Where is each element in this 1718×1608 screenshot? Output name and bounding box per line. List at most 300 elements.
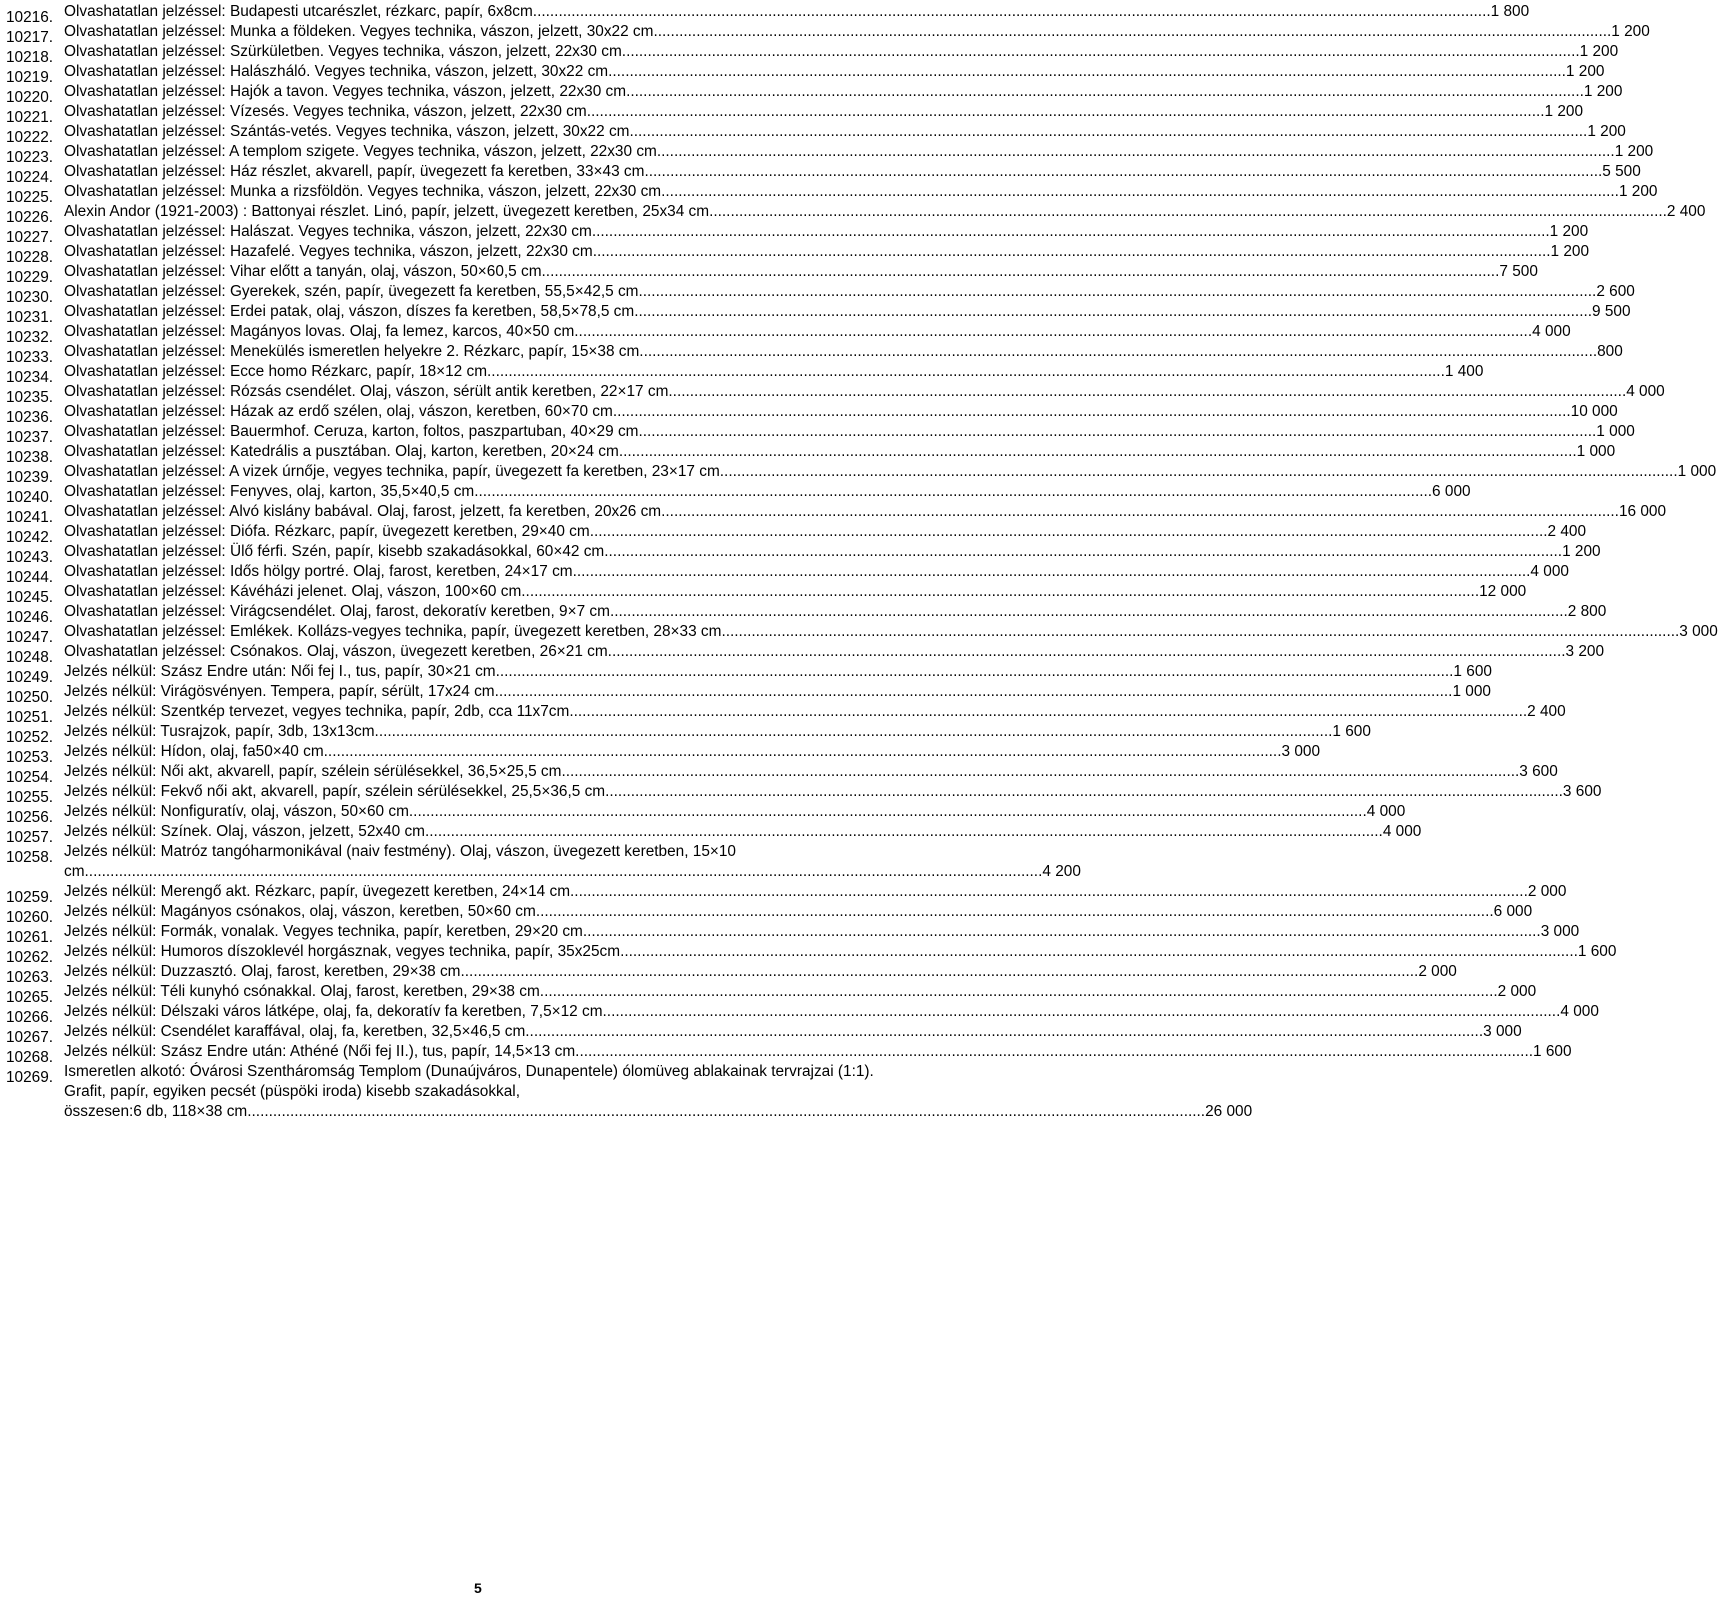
catalog-entry xyxy=(6,682,1491,706)
lot-price: 1 200 xyxy=(1587,123,1626,140)
lot-line xyxy=(64,622,1718,642)
lot-price: 1 200 xyxy=(1618,183,1658,200)
dot-leader xyxy=(590,522,1548,542)
lot-price: 4 200 xyxy=(1042,863,1081,880)
dot-leader xyxy=(619,442,1577,462)
dot-leader xyxy=(620,942,1578,962)
lot-line xyxy=(64,582,1527,602)
dot-leader xyxy=(247,1102,1205,1122)
lot-number: 10224. xyxy=(6,169,54,186)
lot-price: 2 400 xyxy=(1666,203,1706,220)
lot-price: 1 000 xyxy=(1452,683,1491,700)
dot-leader xyxy=(608,62,1566,82)
catalog-entry xyxy=(6,482,1471,506)
dot-leader xyxy=(604,542,1562,562)
lot-description: Jelzés nélkül: Délszaki város látképe, olaj, fa, dekoratív fa keretben, 7,5×12 cm xyxy=(64,1003,603,1020)
dot-leader xyxy=(569,702,1527,722)
lot-price: 1 200 xyxy=(1565,63,1605,80)
catalog-entry xyxy=(6,62,1605,86)
lot-line xyxy=(64,882,1567,902)
lot-number: 10256. xyxy=(6,809,54,826)
lot-line xyxy=(64,1022,1522,1042)
lot-line xyxy=(64,1002,1599,1022)
catalog-entry xyxy=(6,762,1558,786)
catalog-entry xyxy=(6,222,1589,246)
lot-price: 10 000 xyxy=(1570,403,1618,420)
dot-leader xyxy=(540,982,1498,1002)
catalog-entry xyxy=(6,182,1658,206)
dot-leader xyxy=(603,1002,1561,1022)
lot-line xyxy=(64,742,1320,762)
catalog-entry xyxy=(6,642,1605,666)
dot-leader xyxy=(561,762,1519,782)
lot-description: Olvashatatlan jelzéssel: Menekülés ismeretlen helyekre 2. Rézkarc, papír, 15×38 cm xyxy=(64,343,640,360)
lot-description: Olvashatatlan jelzéssel: Hajók a tavon. Vegyes technika, vászon, jelzett, 22x30 cm xyxy=(64,83,627,100)
catalog-entry xyxy=(6,822,1422,846)
lot-number: 10226. xyxy=(6,209,54,226)
lot-description-lead: Ismeretlen alkotó: Óvárosi Szentháromság Templom (Dunaújváros, Dunapentele) ólomüveg ablakainak tervrajzai (1:1). Grafit, papír, egyiken pecsét (püspöki iroda) kisebb szakadásokkal, xyxy=(64,1063,874,1100)
lot-description: Olvashatatlan jelzéssel: Munka a földeken. Vegyes technika, vászon, jelzett, 30x22 cm xyxy=(64,23,654,40)
lot-description: Olvashatatlan jelzéssel: Kávéházi jelenet. Olaj, vászon, 100×60 cm xyxy=(64,583,522,600)
lot-number: 10247. xyxy=(6,629,54,646)
lot-description: Jelzés nélkül: Duzzasztó. Olaj, farost, keretben, 29×38 cm xyxy=(64,963,461,980)
catalog-entry xyxy=(6,1022,1522,1046)
lot-description: Jelzés nélkül: Tusrajzok, papír, 3db, 13x13cm xyxy=(64,723,375,740)
dot-leader xyxy=(709,202,1667,222)
lot-description: Jelzés nélkül: Formák, vonalak. Vegyes technika, papír, keretben, 29×20 cm xyxy=(64,923,583,940)
lot-description: Olvashatatlan jelzéssel: Bauermhof. Ceruza, karton, foltos, paszpartuban, 40×29 cm xyxy=(64,423,639,440)
lot-line xyxy=(64,662,1492,682)
dot-leader xyxy=(495,682,1453,702)
lot-number: 10267. xyxy=(6,1029,54,1046)
lot-number: 10240. xyxy=(6,489,54,506)
dot-leader xyxy=(668,382,1626,402)
catalog-entry xyxy=(6,702,1566,726)
lot-line xyxy=(64,802,1406,822)
lot-description: Olvashatatlan jelzéssel: Idős hölgy portré. Olaj, farost, keretben, 24×17 cm xyxy=(64,563,573,580)
lot-price: 9 500 xyxy=(1592,303,1631,320)
catalog-entry xyxy=(6,422,1635,446)
lot-price: 2 400 xyxy=(1547,523,1587,540)
lot-description: Jelzés nélkül: Szász Endre után: Női fej I., tus, papír, 30×21 cm xyxy=(64,663,496,680)
catalog-entry xyxy=(6,962,1457,986)
lot-description: Olvashatatlan jelzéssel: A templom szigete. Vegyes technika, vászon, jelzett, 22x30 cm xyxy=(64,143,657,160)
lot-description: Olvashatatlan jelzéssel: Magányos lovas. Olaj, fa lemez, karcos, 40×50 cm xyxy=(64,323,575,340)
lot-number: 10246. xyxy=(6,609,54,626)
lot-description: Jelzés nélkül: Téli kunyhó csónakkal. Olaj, farost, keretben, 29×38 cm xyxy=(64,983,540,1000)
lot-price: 1 400 xyxy=(1444,363,1484,380)
lot-number: 10253. xyxy=(6,749,54,766)
lot-price: 2 000 xyxy=(1497,983,1537,1000)
catalog-entry xyxy=(6,882,1567,906)
dot-leader xyxy=(721,622,1679,642)
catalog-list xyxy=(6,2,1718,1122)
dot-leader xyxy=(605,782,1563,802)
lot-price: 1 600 xyxy=(1577,943,1617,960)
lot-number: 10254. xyxy=(6,769,54,786)
lot-line xyxy=(64,282,1635,302)
lot-number: 10257. xyxy=(6,829,54,846)
lot-line xyxy=(64,42,1619,62)
dot-leader xyxy=(634,302,1592,322)
lot-line xyxy=(64,722,1371,742)
lot-price: 16 000 xyxy=(1618,503,1667,520)
lot-number: 10233. xyxy=(6,349,54,366)
lot-price: 6 000 xyxy=(1493,903,1533,920)
dot-leader xyxy=(536,902,1494,922)
lot-description: Jelzés nélkül: Magányos csónakos, olaj, vászon, keretben, 50×60 cm xyxy=(64,903,536,920)
lot-price: 1 000 xyxy=(1576,443,1616,460)
dot-leader xyxy=(542,262,1500,282)
lot-price: 3 000 xyxy=(1281,743,1320,760)
lot-description: Jelzés nélkül: Nonfiguratív, olaj, vászon, 50×60 cm xyxy=(64,803,409,820)
dot-leader xyxy=(496,662,1454,682)
lot-number: 10225. xyxy=(6,189,54,206)
lot-number: 10230. xyxy=(6,289,54,306)
lot-number: 10241. xyxy=(6,509,54,526)
catalog-entry xyxy=(6,782,1602,806)
lot-price: 4 000 xyxy=(1560,1003,1599,1020)
lot-price: 4 000 xyxy=(1382,823,1422,840)
dot-leader xyxy=(638,422,1596,442)
lot-description: összesen:6 db, 118×38 cm xyxy=(64,1103,248,1120)
lot-number: 10231. xyxy=(6,309,54,326)
dot-leader xyxy=(626,82,1584,102)
lot-description: Olvashatatlan jelzéssel: Ecce homo Rézkarc, papír, 18×12 cm xyxy=(64,363,488,380)
lot-line xyxy=(64,362,1484,382)
catalog-entry xyxy=(6,842,1081,882)
lot-line xyxy=(64,182,1658,202)
lot-description: Olvashatatlan jelzéssel: Csónakos. Olaj, vászon, üvegezett keretben, 26×21 cm xyxy=(64,643,608,660)
dot-leader xyxy=(583,922,1541,942)
lot-number: 10220. xyxy=(6,89,54,106)
lot-price: 2 600 xyxy=(1596,283,1635,300)
lot-price: 26 000 xyxy=(1205,1103,1253,1120)
catalog-entry xyxy=(6,262,1538,286)
lot-line xyxy=(64,522,1587,542)
lot-line xyxy=(64,422,1635,442)
lot-number: 10258. xyxy=(6,849,54,866)
dot-leader xyxy=(610,602,1568,622)
lot-description: Olvashatatlan jelzéssel: Erdei patak, olaj, vászon, díszes fa keretben, 58,5×78,5 cm xyxy=(64,303,635,320)
dot-leader xyxy=(661,182,1619,202)
lot-line xyxy=(64,702,1566,722)
lot-line xyxy=(64,202,1706,222)
dot-leader xyxy=(521,582,1479,602)
lot-price: 1 200 xyxy=(1562,543,1601,560)
dot-leader xyxy=(570,882,1528,902)
dot-leader xyxy=(613,402,1571,422)
lot-price: 4 000 xyxy=(1532,323,1571,340)
lot-number: 10216. xyxy=(6,9,54,26)
lot-number: 10259. xyxy=(6,889,54,906)
lot-number: 10268. xyxy=(6,1049,54,1066)
dot-leader xyxy=(629,122,1587,142)
lot-price: 2 400 xyxy=(1527,703,1566,720)
catalog-entry xyxy=(6,302,1631,326)
lot-price: 3 000 xyxy=(1483,1023,1522,1040)
catalog-entry xyxy=(6,982,1537,1006)
lot-line xyxy=(64,982,1537,1002)
catalog-entry xyxy=(6,562,1569,586)
dot-leader xyxy=(720,462,1678,482)
lot-line xyxy=(64,502,1667,522)
lot-line xyxy=(64,222,1589,242)
lot-number: 10252. xyxy=(6,729,54,746)
catalog-entry xyxy=(6,1042,1572,1066)
lot-line xyxy=(64,862,1081,882)
lot-line xyxy=(64,682,1491,702)
catalog-entry xyxy=(6,22,1650,46)
lot-number: 10229. xyxy=(6,269,54,286)
dot-leader xyxy=(375,722,1333,742)
lot-price: 3 600 xyxy=(1562,783,1602,800)
lot-description: Olvashatatlan jelzéssel: Halászháló. Vegyes technika, vászon, jelzett, 30x22 cm xyxy=(64,63,609,80)
catalog-entry xyxy=(6,542,1601,566)
lot-price: 1 000 xyxy=(1677,463,1717,480)
lot-line xyxy=(64,1102,1253,1122)
lot-description: Olvashatatlan jelzéssel: Munka a rizsföldön. Vegyes technika, vászon, jelzett, 22x30 cm xyxy=(64,183,662,200)
lot-number: 10221. xyxy=(6,109,54,126)
lot-line xyxy=(64,942,1617,962)
catalog-entry xyxy=(6,162,1641,186)
lot-price: 2 000 xyxy=(1418,963,1457,980)
lot-price: 1 200 xyxy=(1614,143,1654,160)
catalog-entry xyxy=(6,602,1607,626)
dot-leader xyxy=(661,502,1619,522)
lot-number: 10227. xyxy=(6,229,54,246)
lot-description: Olvashatatlan jelzéssel: Katedrális a pusztában. Olaj, karton, keretben, 20×24 cm xyxy=(64,443,619,460)
lot-price: 1 600 xyxy=(1533,1043,1572,1060)
lot-line xyxy=(64,962,1457,982)
catalog-entry xyxy=(6,122,1626,146)
lot-line xyxy=(64,22,1650,42)
lot-description: Olvashatatlan jelzéssel: Emlékek. Kollázs-vegyes technika, papír, üvegezett keretben, 28×33 cm xyxy=(64,623,722,640)
lot-line xyxy=(64,762,1558,782)
dot-leader xyxy=(592,222,1550,242)
lot-number: 10239. xyxy=(6,469,54,486)
dot-leader xyxy=(657,142,1615,162)
lot-number: 10236. xyxy=(6,409,54,426)
catalog-entry xyxy=(6,742,1320,766)
catalog-entry xyxy=(6,402,1618,426)
lot-description: Olvashatatlan jelzéssel: Alvó kislány babával. Olaj, farost, jelzett, fa keretben, 20x26 cm xyxy=(64,503,662,520)
lot-line xyxy=(64,102,1584,122)
lot-description: cm xyxy=(64,863,85,880)
lot-price: 12 000 xyxy=(1479,583,1527,600)
dot-leader xyxy=(474,482,1432,502)
catalog-entry xyxy=(6,462,1717,486)
lot-number: 10237. xyxy=(6,429,54,446)
lot-price: 1 200 xyxy=(1611,23,1650,40)
catalog-entry xyxy=(6,442,1616,466)
lot-description: Jelzés nélkül: Humoros díszoklevél horgásznak, vegyes technika, papír, 35x25cm xyxy=(64,943,621,960)
lot-number: 10250. xyxy=(6,689,54,706)
dot-leader xyxy=(461,962,1419,982)
dot-leader xyxy=(575,1042,1533,1062)
lot-number: 10232. xyxy=(6,329,54,346)
lot-description-lead: Jelzés nélkül: Matróz tangóharmonikával (naiv festmény). Olaj, vászon, üvegezett keretben, 15×10 xyxy=(64,843,736,860)
lot-line xyxy=(64,902,1533,922)
lot-line xyxy=(64,342,1623,362)
catalog-entry xyxy=(6,1062,1253,1122)
lot-description: Jelzés nélkül: Szász Endre után: Athéné (Női fej II.), tus, papír, 14,5×13 cm xyxy=(64,1043,576,1060)
lot-number: 10235. xyxy=(6,389,54,406)
lot-line xyxy=(64,242,1590,262)
lot-number: 10234. xyxy=(6,369,54,386)
lot-description: Olvashatatlan jelzéssel: Szürkületben. Vegyes technika, vászon, jelzett, 22x30 cm xyxy=(64,43,622,60)
lot-description: Jelzés nélkül: Szentkép tervezet, vegyes technika, papír, 2db, cca 11x7cm xyxy=(64,703,570,720)
catalog-entry xyxy=(6,362,1484,386)
lot-description: Olvashatatlan jelzéssel: Ülő férfi. Szén, papír, kisebb szakadásokkal, 60×42 cm xyxy=(64,543,605,560)
catalog-entry xyxy=(6,802,1406,826)
catalog-entry xyxy=(6,622,1718,646)
catalog-entry xyxy=(6,582,1527,606)
catalog-entry xyxy=(6,522,1587,546)
lot-price: 1 200 xyxy=(1544,103,1584,120)
lot-line xyxy=(64,382,1665,402)
catalog-entry xyxy=(6,342,1623,366)
lot-price: 3 600 xyxy=(1519,763,1558,780)
lot-line xyxy=(64,262,1538,282)
lot-line xyxy=(64,142,1654,162)
lot-description: Olvashatatlan jelzéssel: Házak az erdő szélen, olaj, vászon, keretben, 60×70 cm xyxy=(64,403,613,420)
lot-price: 1 200 xyxy=(1549,223,1589,240)
dot-leader xyxy=(622,42,1580,62)
lot-description: Jelzés nélkül: Merengő akt. Rézkarc, papír, üvegezett keretben, 24×14 cm xyxy=(64,883,571,900)
dot-leader xyxy=(324,742,1282,762)
lot-line xyxy=(64,562,1569,582)
lot-price: 1 200 xyxy=(1583,83,1623,100)
lot-price: 1 000 xyxy=(1596,423,1635,440)
lot-price: 3 000 xyxy=(1540,923,1580,940)
lot-number: 10251. xyxy=(6,709,54,726)
lot-number: 10261. xyxy=(6,929,54,946)
catalog-entry xyxy=(6,722,1371,746)
lot-line xyxy=(64,782,1602,802)
lot-price: 6 000 xyxy=(1432,483,1471,500)
dot-leader xyxy=(409,802,1367,822)
lot-line xyxy=(64,642,1605,662)
lot-price: 7 500 xyxy=(1499,263,1538,280)
lot-description: Jelzés nélkül: Virágösvényen. Tempera, papír, sérült, 17x24 cm xyxy=(64,683,495,700)
lot-description: Olvashatatlan jelzéssel: Hazafelé. Vegyes technika, vászon, jelzett, 22x30 cm xyxy=(64,243,593,260)
lot-number: 10228. xyxy=(6,249,54,266)
catalog-entry xyxy=(6,142,1654,166)
catalog-entry xyxy=(6,382,1665,406)
catalog-entry xyxy=(6,82,1623,106)
lot-price: 4 000 xyxy=(1626,383,1665,400)
dot-leader xyxy=(533,2,1491,22)
lot-number: 10222. xyxy=(6,129,54,146)
dot-leader xyxy=(573,562,1531,582)
lot-number: 10255. xyxy=(6,789,54,806)
lot-number: 10249. xyxy=(6,669,54,686)
lot-line xyxy=(64,602,1607,622)
dot-leader xyxy=(425,822,1383,842)
lot-line xyxy=(64,2,1530,22)
lot-number: 10269. xyxy=(6,1069,54,1086)
lot-description: Olvashatatlan jelzéssel: Vízesés. Vegyes technika, vászon, jelzett, 22x30 cm xyxy=(64,103,587,120)
lot-price: 800 xyxy=(1597,343,1623,360)
lot-price: 1 600 xyxy=(1453,663,1492,680)
lot-number: 10217. xyxy=(6,29,54,46)
lot-price: 5 500 xyxy=(1602,163,1641,180)
lot-number: 10238. xyxy=(6,449,54,466)
dot-leader xyxy=(638,282,1596,302)
lot-price: 1 600 xyxy=(1332,723,1371,740)
lot-description: Jelzés nélkül: Csendélet karaffával, olaj, fa, keretben, 32,5×46,5 cm xyxy=(64,1023,526,1040)
lot-line xyxy=(64,462,1717,482)
dot-leader xyxy=(487,362,1445,382)
lot-description: Olvashatatlan jelzéssel: Gyerekek, szén, papír, üvegezett fa keretben, 55,5×42,5 cm xyxy=(64,283,639,300)
catalog-entry xyxy=(6,1002,1599,1026)
dot-leader xyxy=(525,1022,1483,1042)
lot-price: 1 200 xyxy=(1550,243,1590,260)
dot-leader xyxy=(639,342,1597,362)
lot-price: 4 000 xyxy=(1530,563,1569,580)
lot-description: Olvashatatlan jelzéssel: Szántás-vetés. Vegyes technika, vászon, jelzett, 30x22 cm xyxy=(64,123,630,140)
lot-number: 10243. xyxy=(6,549,54,566)
lot-number: 10263. xyxy=(6,969,54,986)
lot-number: 10219. xyxy=(6,69,54,86)
lot-line xyxy=(64,322,1571,342)
catalog-entry xyxy=(6,902,1533,926)
lot-description: Alexin Andor (1921-2003) : Battonyai részlet. Linó, papír, jelzett, üvegezett keretben, 25x34 cm xyxy=(64,203,710,220)
lot-number: 10244. xyxy=(6,569,54,586)
catalog-entry xyxy=(6,922,1580,946)
lot-price: 3 000 xyxy=(1679,623,1718,640)
lot-number: 10266. xyxy=(6,1009,54,1026)
lot-line xyxy=(64,922,1580,942)
lot-line xyxy=(64,542,1601,562)
lot-number: 10260. xyxy=(6,909,54,926)
dot-leader xyxy=(608,642,1566,662)
lot-line xyxy=(64,122,1626,142)
lot-line xyxy=(64,482,1471,502)
lot-line xyxy=(64,162,1641,182)
lot-description: Olvashatatlan jelzéssel: Diófa. Rézkarc, papír, üvegezett keretben, 29×40 cm xyxy=(64,523,590,540)
lot-description: Olvashatatlan jelzéssel: Fenyves, olaj, karton, 35,5×40,5 cm xyxy=(64,483,475,500)
catalog-entry xyxy=(6,102,1584,126)
lot-price: 3 200 xyxy=(1565,643,1605,660)
dot-leader xyxy=(644,162,1602,182)
lot-line xyxy=(64,822,1422,842)
lot-description: Jelzés nélkül: Női akt, akvarell, papír, szélein sérülésekkel, 36,5×25,5 cm xyxy=(64,763,562,780)
dot-leader xyxy=(587,102,1545,122)
lot-price: 2 000 xyxy=(1527,883,1567,900)
lot-line xyxy=(64,1042,1572,1062)
lot-price: 2 800 xyxy=(1567,603,1607,620)
catalog-entry xyxy=(6,322,1571,346)
dot-leader xyxy=(653,22,1611,42)
lot-description: Olvashatatlan jelzéssel: Virágcsendélet. Olaj, farost, dekoratív keretben, 9×7 cm xyxy=(64,603,610,620)
lot-description: Olvashatatlan jelzéssel: A vizek úrnője, vegyes technika, papír, üvegezett fa keretben, 23×17 cm xyxy=(64,463,720,480)
catalog-entry xyxy=(6,282,1635,306)
lot-description: Olvashatatlan jelzéssel: Halászat. Vegyes technika, vászon, jelzett, 22x30 cm xyxy=(64,223,592,240)
catalog-entry xyxy=(6,942,1617,966)
lot-number: 10262. xyxy=(6,949,54,966)
lot-description: Jelzés nélkül: Színek. Olaj, vászon, jelzett, 52x40 cm xyxy=(64,823,425,840)
catalog-entry xyxy=(6,662,1492,686)
page-number: 5 xyxy=(474,1580,482,1596)
catalog-entry xyxy=(6,242,1590,266)
lot-number: 10265. xyxy=(6,989,54,1006)
lot-line xyxy=(64,82,1623,102)
lot-number: 10242. xyxy=(6,529,54,546)
lot-number: 10218. xyxy=(6,49,54,66)
lot-description: Olvashatatlan jelzéssel: Budapesti utcarészlet, rézkarc, papír, 6x8cm xyxy=(64,3,533,20)
